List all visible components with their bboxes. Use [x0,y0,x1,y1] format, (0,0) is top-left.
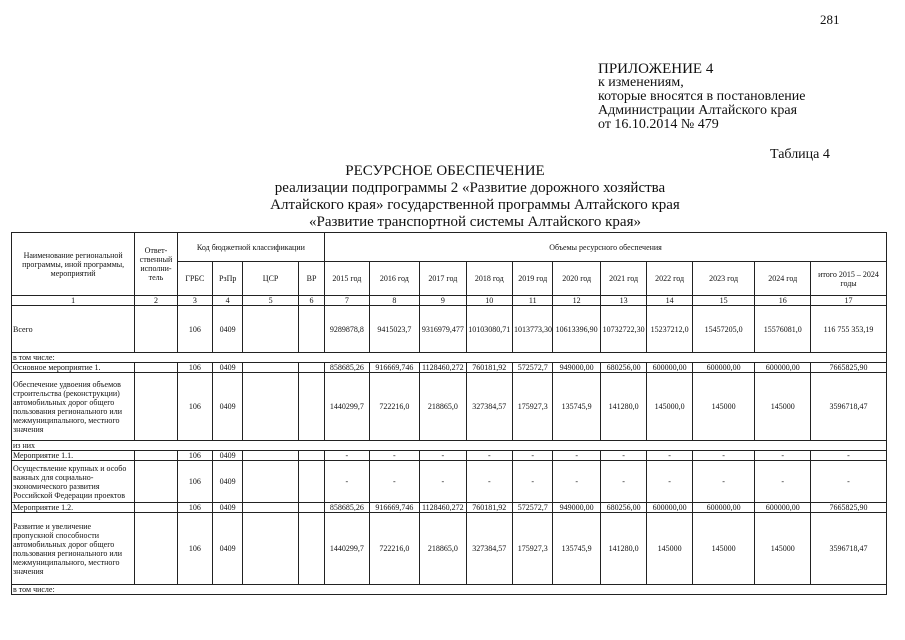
row-value: - [420,461,466,503]
row-value: - [369,451,420,461]
row-vr [298,363,324,373]
column-index: 8 [369,296,420,306]
row-value: 141280,0 [600,513,646,585]
row-name: Развитие и увеличение пропускной способности автомобильных дорог общего пользования регионального или межмуниципального, местного значения [12,513,135,585]
row-value: 600000,00 [755,363,811,373]
row-value: 145000 [647,513,692,585]
appendix-line: Администрации Алтайского края [598,103,798,118]
table-body [12,306,887,595]
row-csr [243,513,299,585]
row-value: 15457205,0 [692,306,755,353]
row-name: Основное мероприятие 1. [12,363,135,373]
header-code: ГРБС [177,262,212,296]
column-index: 11 [513,296,553,306]
column-index: 6 [298,296,324,306]
row-value: 10613396,90 [553,306,600,353]
row-vr [298,503,324,513]
column-index: 2 [135,296,177,306]
row-executor [135,513,177,585]
row-csr [243,363,299,373]
row-value: 722216,0 [369,513,420,585]
table-row [12,441,887,451]
section-label: из них [12,441,887,451]
table-row [12,373,887,441]
row-value: 1013773,30 [513,306,553,353]
row-value: 141280,0 [600,373,646,441]
row-value: 9289878,8 [325,306,369,353]
header-code: РзПр [213,262,243,296]
row-executor [135,373,177,441]
header-year: 2024 год [755,262,811,296]
row-name: Мероприятие 1.1. [12,451,135,461]
row-total: 7665825,90 [811,363,887,373]
row-csr [243,306,299,353]
row-vr [298,461,324,503]
row-value: 218865,0 [420,373,466,441]
row-value: 175927,3 [513,373,553,441]
row-grbs: 106 [177,461,212,503]
appendix-block [598,62,806,132]
section-label: в том числе: [12,353,887,363]
row-csr [243,461,299,503]
header-year: 2015 год [325,262,369,296]
row-vr [298,306,324,353]
column-index: 14 [647,296,692,306]
header-year: 2021 год [600,262,646,296]
row-value: - [466,461,512,503]
row-value: 175927,3 [513,513,553,585]
row-executor [135,461,177,503]
row-executor [135,363,177,373]
header-name: Наименование региональной программы, иной программы, мероприятий [12,233,135,296]
row-value: 722216,0 [369,373,420,441]
column-index: 7 [325,296,369,306]
row-rzpr: 0409 [213,373,243,441]
row-value: 600000,00 [647,363,692,373]
row-value: 15237212,0 [647,306,692,353]
row-rzpr: 0409 [213,306,243,353]
column-index: 17 [811,296,887,306]
row-value: - [692,451,755,461]
row-csr [243,373,299,441]
row-value: 145000,0 [647,373,692,441]
table-row [12,353,887,363]
row-value: 600000,00 [692,363,755,373]
title-line: реализации подпрограммы 2 «Развитие дорожного хозяйства [274,180,666,196]
row-value: 10732722,30 [600,306,646,353]
row-total: 116 755 353,19 [811,306,887,353]
row-vr [298,451,324,461]
row-value: - [647,461,692,503]
header-code: ЦСР [243,262,299,296]
row-value: - [420,451,466,461]
table-row [12,363,887,373]
column-index: 3 [177,296,212,306]
row-rzpr: 0409 [213,503,243,513]
row-name: Всего [12,306,135,353]
row-value: 135745,9 [553,373,600,441]
row-value: 1128460,272 [420,503,466,513]
row-value: - [600,451,646,461]
appendix-title: ПРИЛОЖЕНИЕ 4 [598,61,714,77]
row-value: - [755,461,811,503]
row-value: 10103080,71 [466,306,512,353]
row-value: 135745,9 [553,513,600,585]
row-value: 145000 [755,513,811,585]
row-value: 15576081,0 [755,306,811,353]
row-name: Обеспечение удвоения объемов строительства (реконструкции) автомобильных дорог общего пользования регионального или межмуниципального, местного значения [12,373,135,441]
row-value: 327384,57 [466,513,512,585]
row-rzpr: 0409 [213,461,243,503]
appendix-date: от 16.10.2014 № 479 [598,117,719,132]
header-budget-code: Код бюджетной классификации [177,233,325,262]
column-index: 13 [600,296,646,306]
appendix-line: к изменениям, [598,75,684,90]
row-value: 949000,00 [553,503,600,513]
row-value: 680256,00 [600,363,646,373]
row-value: 145000 [755,373,811,441]
table-header [12,233,887,306]
row-total: 3596718,47 [811,373,887,441]
row-csr [243,451,299,461]
table-row [12,461,887,503]
header-executor: Ответ-ственный исполни-тель [135,233,177,296]
row-value: 600000,00 [692,503,755,513]
document-title [0,163,905,231]
table-row [12,306,887,353]
row-value: - [513,451,553,461]
row-name: Осуществление крупных и особо важных для социально-экономического развития Российской Федерации проектов [12,461,135,503]
header-year: 2018 год [466,262,512,296]
header-year: 2017 год [420,262,466,296]
row-value: 218865,0 [420,513,466,585]
column-index: 1 [12,296,135,306]
row-name: Мероприятие 1.2. [12,503,135,513]
row-vr [298,513,324,585]
section-label: в том числе: [12,585,887,595]
column-index: 9 [420,296,466,306]
column-index: 12 [553,296,600,306]
column-index: 16 [755,296,811,306]
row-executor [135,451,177,461]
row-grbs: 106 [177,306,212,353]
header-year: 2022 год [647,262,692,296]
row-grbs: 106 [177,513,212,585]
row-grbs: 106 [177,503,212,513]
row-rzpr: 0409 [213,451,243,461]
table-row [12,513,887,585]
row-total: 7665825,90 [811,503,887,513]
row-value: - [369,461,420,503]
column-index: 10 [466,296,512,306]
row-value: 760181,92 [466,503,512,513]
table-row [12,585,887,595]
row-total: - [811,451,887,461]
row-value: - [692,461,755,503]
row-value: - [466,451,512,461]
row-value: 327384,57 [466,373,512,441]
row-value: 1440299,7 [325,373,369,441]
row-value: - [325,461,369,503]
row-value: 9415023,7 [369,306,420,353]
row-grbs: 106 [177,373,212,441]
table-row [12,451,887,461]
row-grbs: 106 [177,451,212,461]
row-value: - [553,461,600,503]
column-index: 4 [213,296,243,306]
column-index: 5 [243,296,299,306]
row-value: 1440299,7 [325,513,369,585]
row-value: 600000,00 [755,503,811,513]
column-index: 15 [692,296,755,306]
row-executor [135,503,177,513]
row-value: 858685,26 [325,363,369,373]
row-value: 760181,92 [466,363,512,373]
row-grbs: 106 [177,363,212,373]
header-total: итого 2015 – 2024 годы [811,262,887,296]
row-value: 916669,746 [369,363,420,373]
header-year: 2020 год [553,262,600,296]
row-csr [243,503,299,513]
row-value: 1128460,272 [420,363,466,373]
row-total: 3596718,47 [811,513,887,585]
row-value: 145000 [692,513,755,585]
page-number: 281 [820,12,840,27]
row-value: 9316979,477 [420,306,466,353]
row-value: 949000,00 [553,363,600,373]
title-line: РЕСУРСНОЕ ОБЕСПЕЧЕНИЕ [345,163,545,179]
title-line: Алтайского края» государственной программы Алтайского края [270,197,680,213]
title-line: «Развитие транспортной системы Алтайского края» [309,214,641,230]
row-vr [298,373,324,441]
appendix-line: которые вносятся в постановление [598,89,806,104]
row-value: 680256,00 [600,503,646,513]
row-total: - [811,461,887,503]
row-value: 916669,746 [369,503,420,513]
header-code: ВР [298,262,324,296]
row-value: 600000,00 [647,503,692,513]
row-value: 145000 [692,373,755,441]
row-value: - [755,451,811,461]
row-value: 572572,7 [513,363,553,373]
row-rzpr: 0409 [213,513,243,585]
header-year: 2016 год [369,262,420,296]
row-value: - [647,451,692,461]
table-label: Таблица 4 [770,147,830,162]
resource-table [11,232,887,595]
row-value: - [513,461,553,503]
header-year: 2023 год [692,262,755,296]
row-executor [135,306,177,353]
row-rzpr: 0409 [213,363,243,373]
row-value: 572572,7 [513,503,553,513]
table-row [12,503,887,513]
row-value: 858685,26 [325,503,369,513]
row-value: - [600,461,646,503]
row-value: - [325,451,369,461]
header-volumes: Объемы ресурсного обеспечения [325,233,887,262]
column-index-row [12,296,887,306]
row-value: - [553,451,600,461]
header-year: 2019 год [513,262,553,296]
